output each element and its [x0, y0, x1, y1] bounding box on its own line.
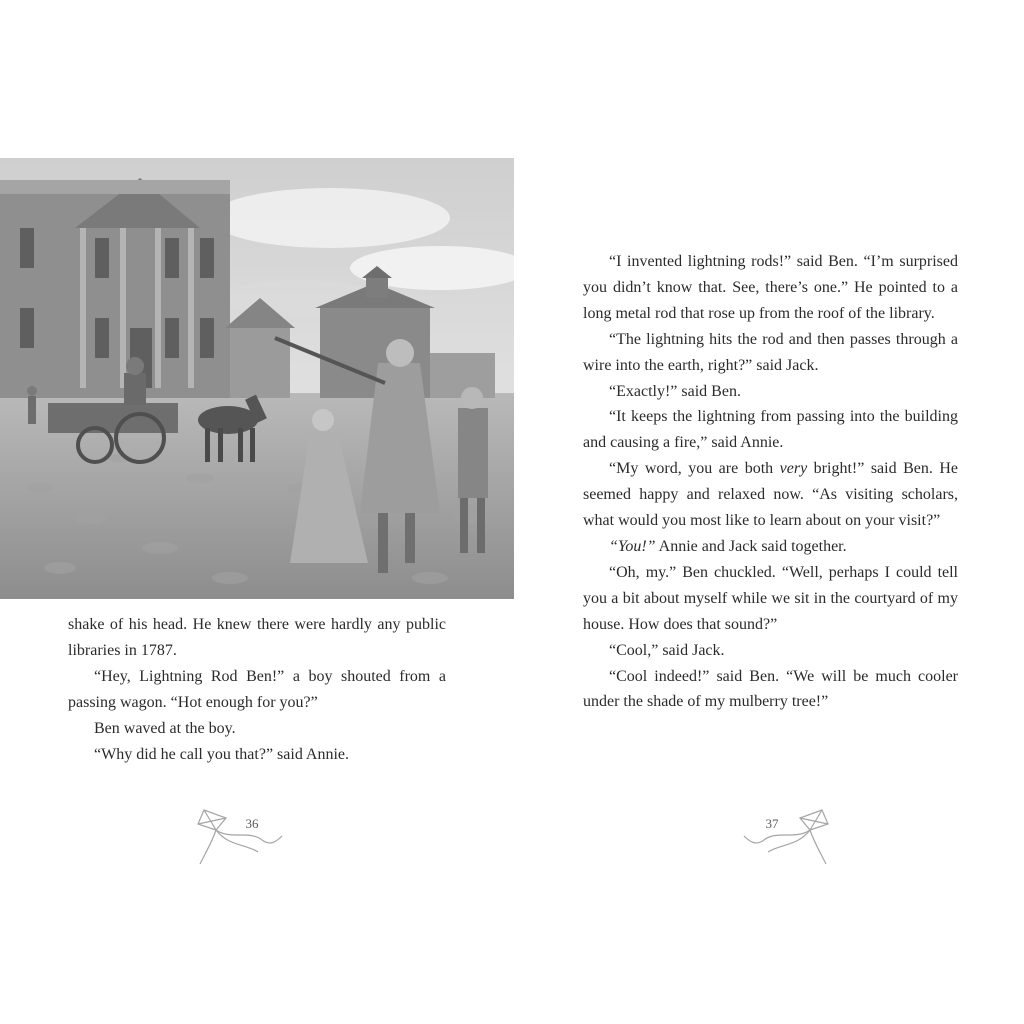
right-paragraph-6	[583, 534, 958, 560]
left-paragraph-1: shake of his head. He knew there were hardly any public libraries in 1787.	[68, 616, 446, 659]
left-paragraph-4: “Why did he call you that?” said Annie.	[94, 745, 350, 763]
right-page-folio	[736, 806, 836, 870]
right-paragraph-9: “Cool indeed!” said Ben. “We will be much cooler under the shade of my mulberry tree!”	[583, 667, 958, 711]
left-page-folio	[190, 806, 290, 870]
right-paragraph-4: “It keeps the lightning from passing into the building and causing a fire,” said Annie.	[583, 408, 958, 452]
right-paragraph-8: “Cool,” said Jack.	[609, 641, 725, 659]
paragraph-5-after: bright!” said Ben. He seemed happy and relaxed now. “As visiting scholars, what would you most like to learn about on your visit?”	[583, 460, 959, 530]
right-paragraph-7: “Oh, my.” Ben chuckled. “Well, perhaps I could tell you a bit about myself while we sit in the courtyard of my house. How does that sound?”	[583, 563, 958, 633]
right-paragraph-2: “The lightning hits the rod and then passes through a wire into the earth, right?” said Jack.	[583, 330, 958, 374]
emphasis-you: “You!”	[609, 537, 656, 555]
left-paragraph-3: Ben waved at the boy.	[94, 719, 236, 737]
colonial-street-illustration	[0, 158, 514, 599]
paragraph-6-after: Annie and Jack said together.	[655, 537, 847, 555]
page-number-37: 37	[765, 816, 779, 831]
paragraph-5-before: “My word, you are both	[609, 460, 780, 478]
right-paragraph-3: “Exactly!” said Ben.	[609, 382, 741, 400]
page-number-36: 36	[245, 816, 259, 831]
right-page-text	[583, 249, 958, 715]
right-paragraph-5	[583, 456, 958, 534]
left-page-text	[68, 612, 446, 767]
right-paragraph-1: “I invented lightning rods!” said Ben. “I’m surprised you didn’t know that. See, there’s one.” He pointed to a long metal rod that rose up from the roof of the library.	[583, 253, 958, 322]
left-paragraph-2: “Hey, Lightning Rod Ben!” a boy shouted from a passing wagon. “Hot enough for you?”	[68, 667, 446, 711]
emphasis-very: very	[779, 460, 808, 478]
